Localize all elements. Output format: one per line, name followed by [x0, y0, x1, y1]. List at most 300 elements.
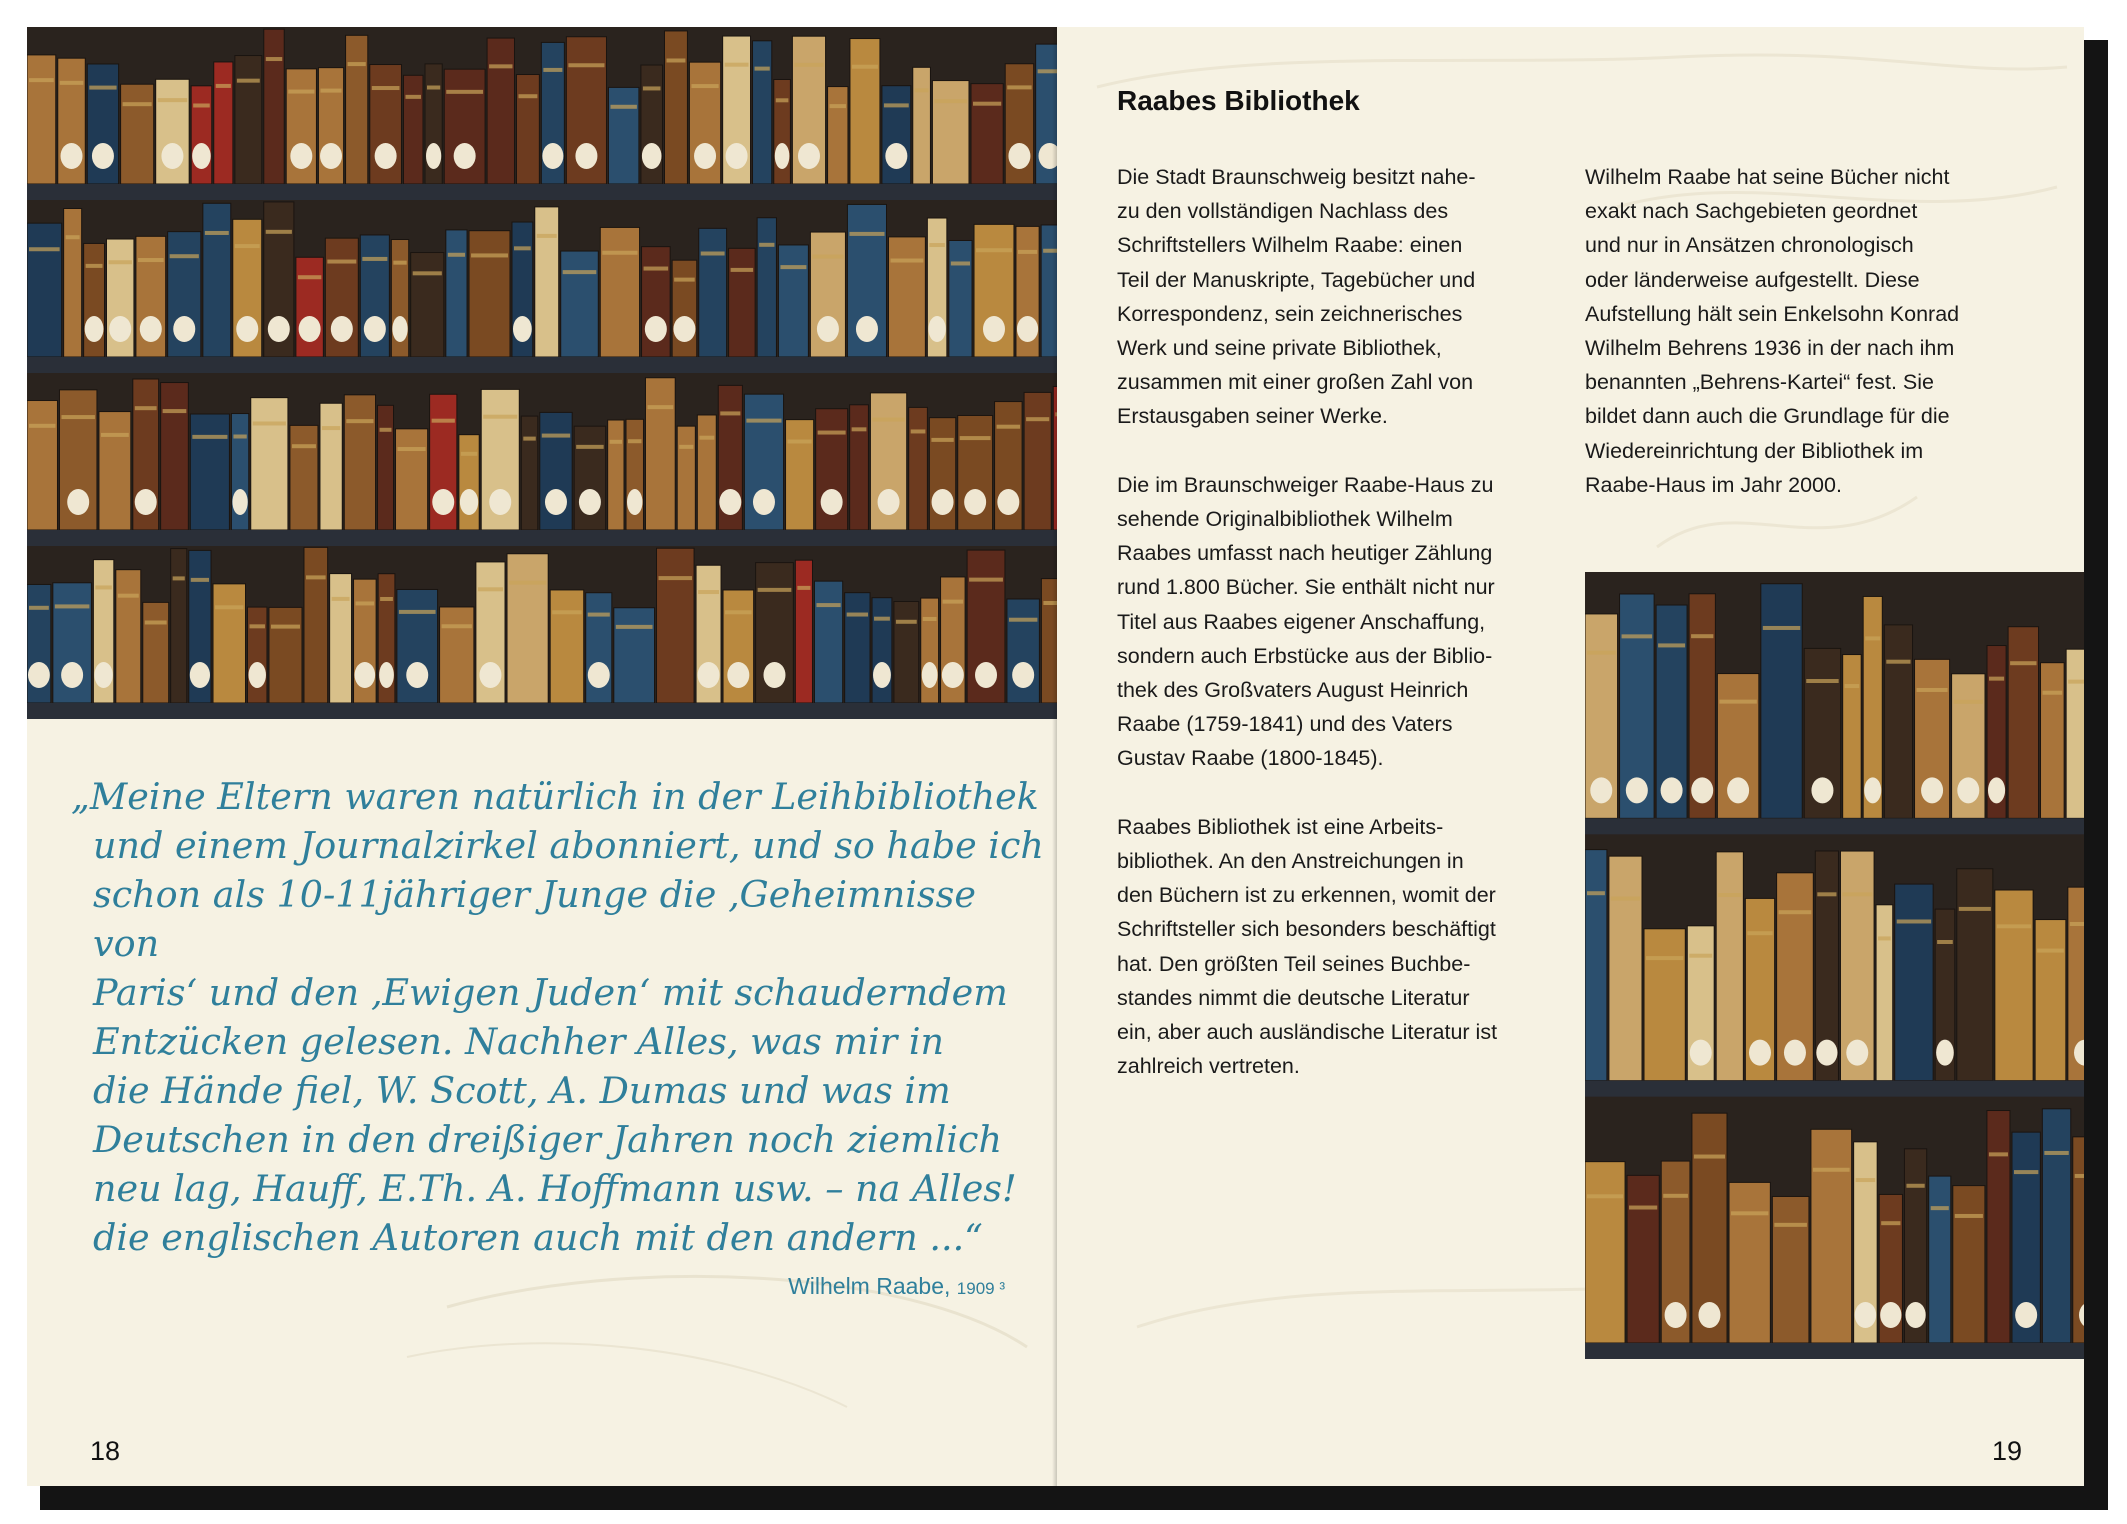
spine-label	[942, 662, 964, 688]
spine-band	[1897, 919, 1931, 923]
spine-band	[755, 67, 770, 71]
spine-band	[1865, 636, 1880, 640]
spine-band	[628, 439, 641, 443]
spine-label	[856, 316, 878, 342]
spine-band	[552, 610, 582, 614]
book-spine	[949, 240, 972, 357]
spine-band	[725, 610, 752, 614]
book-spine	[2035, 920, 2066, 1081]
spine-band	[95, 585, 111, 589]
spine-band	[145, 620, 167, 624]
book-spine	[264, 29, 284, 184]
spine-band	[691, 84, 718, 88]
spine-band	[929, 243, 944, 247]
book-spine	[1729, 1182, 1770, 1343]
spine-label	[1690, 1040, 1712, 1066]
spine-band	[29, 78, 54, 82]
spine-band	[66, 235, 80, 239]
bookshelf-photo-large	[27, 27, 1057, 719]
spine-label	[719, 489, 741, 515]
spine-band	[1959, 907, 1991, 911]
spine-band	[523, 437, 536, 441]
spine-band	[1906, 1184, 1924, 1188]
book-spine	[296, 257, 323, 357]
spine-band	[413, 271, 442, 275]
spine-band	[616, 625, 653, 629]
spine-label	[109, 316, 131, 342]
spine-label	[922, 662, 938, 688]
spine-label	[588, 662, 610, 688]
book-spine	[535, 207, 559, 357]
spine-band	[2014, 1170, 2038, 1174]
attribution-year: 1909 ³	[956, 1279, 1005, 1298]
spine-band	[934, 99, 967, 103]
spine-label	[1727, 777, 1749, 803]
book-spine	[290, 425, 318, 530]
book-spine	[99, 412, 131, 530]
spine-band	[746, 419, 781, 423]
spine-band	[163, 409, 187, 413]
spine-band	[266, 57, 282, 61]
spine-label	[932, 489, 954, 515]
spine-band	[647, 405, 673, 409]
spine-band	[442, 624, 472, 628]
spine-band	[976, 248, 1012, 252]
book-spine	[213, 584, 245, 703]
spine-band	[215, 605, 243, 609]
book-spine	[850, 39, 880, 184]
spine-band	[969, 578, 1003, 582]
spine-label	[1784, 1040, 1806, 1066]
spine-label	[983, 316, 1005, 342]
book-spine	[121, 84, 154, 184]
spine-band	[356, 601, 375, 605]
book-spine	[2041, 663, 2065, 819]
book-spine	[304, 547, 328, 703]
spine-band	[1018, 250, 1037, 254]
spine-label	[575, 143, 597, 169]
spine-band	[332, 597, 350, 601]
spine-label	[878, 489, 900, 515]
spine-band	[446, 90, 483, 94]
book-spine	[2066, 649, 2084, 818]
spine-label	[454, 143, 476, 169]
spine-label	[1749, 1040, 1771, 1066]
spine-band	[173, 576, 185, 580]
spine-band	[610, 105, 636, 109]
spine-band	[1747, 931, 1772, 935]
spine-band	[911, 429, 926, 433]
book-spine	[786, 420, 814, 530]
spine-label	[161, 143, 183, 169]
book-spine	[882, 86, 911, 184]
spine-label	[1590, 777, 1612, 803]
book-spine	[396, 429, 428, 530]
spine-label	[997, 489, 1019, 515]
spine-band	[348, 62, 366, 66]
spine-band	[537, 234, 557, 238]
book-spine	[608, 420, 624, 530]
spine-label	[479, 662, 501, 688]
book-spine	[888, 237, 925, 357]
spine-label	[1921, 777, 1943, 803]
spine-label	[545, 489, 567, 515]
spine-label	[236, 316, 258, 342]
spine-band	[816, 603, 840, 607]
spine-band	[298, 275, 321, 279]
shelf-board	[1585, 1081, 2084, 1097]
book-spine	[971, 84, 1003, 184]
shelf-board	[27, 184, 1057, 200]
spine-band	[666, 58, 685, 62]
spine-label	[192, 143, 211, 169]
book-spine	[344, 395, 375, 530]
book-spine	[913, 67, 931, 184]
spine-label	[763, 662, 785, 688]
book-spine	[411, 253, 444, 357]
spine-band	[659, 576, 693, 580]
spine-band	[478, 587, 503, 591]
spine-band	[852, 65, 878, 69]
spine-label	[406, 662, 428, 688]
spine-band	[1997, 924, 2031, 928]
spine-label	[299, 316, 321, 342]
spine-label	[1626, 777, 1648, 803]
spine-band	[698, 590, 719, 594]
spine-band	[461, 452, 477, 456]
book-spine	[171, 549, 187, 703]
spine-band	[118, 594, 139, 598]
book-spine	[2042, 1109, 2070, 1343]
spine-band	[193, 103, 210, 107]
spine-band	[951, 261, 970, 265]
spine-band	[253, 421, 286, 425]
book-spine	[203, 203, 231, 357]
spine-label	[460, 489, 478, 515]
book-spine	[1024, 392, 1051, 530]
raabe-quote: „Meine Eltern waren natürlich in der Leihbibliothek und einem Journalzirkel abonniert, und so habe ich schon als 10-11jähriger Junge die ‚Geheimnisse von Paris‘ und den ‚Ewigen Juden‘ mit schauderndem Entzücken gelesen. Nachher Alles, was mir in die Hände fiel, W. Scott, A. Dumas und was im Deutschen in den dreißiger Jahren noch ziemlich neu lag, Hauff, E.Th. A. Hoffmann usw. – na Alles! die englischen Autoren auch mit den andern ...“	[71, 775, 1044, 1259]
spine-band	[108, 260, 131, 264]
book-spine	[600, 227, 639, 357]
spine-label	[1846, 1040, 1868, 1066]
book-spine	[845, 593, 870, 703]
spine-band	[643, 86, 661, 90]
spine-band	[266, 230, 292, 234]
spine-band	[1629, 1206, 1657, 1210]
spine-band	[191, 578, 209, 582]
spine-band	[759, 243, 774, 247]
section-heading: Raabes Bibliothek	[1117, 85, 1360, 116]
spine-band	[588, 613, 610, 617]
spine-band	[170, 254, 199, 258]
book-spine	[190, 414, 229, 530]
spine-band	[1989, 1152, 2008, 1156]
spine-band	[884, 103, 909, 107]
book-spine	[1884, 625, 1912, 818]
spine-label	[1864, 777, 1881, 803]
spine-band	[997, 425, 1021, 429]
spine-band	[1763, 626, 1800, 630]
spine-label	[489, 489, 511, 515]
spine-band	[679, 445, 693, 449]
book-spine	[1995, 890, 2033, 1081]
book-spine	[251, 398, 288, 530]
spine-label	[426, 143, 441, 169]
spine-band	[393, 261, 406, 265]
book-spine	[1716, 852, 1743, 1081]
spine-band	[192, 435, 227, 439]
spine-band	[812, 255, 843, 259]
shelf-board	[27, 530, 1057, 546]
spine-band	[1026, 417, 1049, 421]
spine-label	[928, 316, 945, 342]
book-spine	[446, 230, 467, 357]
spine-label	[331, 316, 353, 342]
spine-band	[2070, 922, 2084, 926]
spine-band	[1845, 684, 1860, 688]
spine-band	[2068, 680, 2084, 684]
right-page	[1057, 27, 2084, 1486]
spine-band	[725, 63, 749, 67]
spine-band	[123, 102, 152, 106]
book-spine	[757, 218, 776, 357]
book-spine	[403, 75, 423, 184]
spine-label	[1811, 777, 1833, 803]
spine-band	[852, 427, 867, 431]
spine-band	[320, 89, 341, 93]
spine-band	[427, 86, 440, 90]
book-spine	[1627, 1175, 1659, 1343]
book-spine	[932, 81, 969, 184]
book-spine	[1987, 1111, 2010, 1343]
book-spine	[1761, 584, 1802, 819]
spine-label	[355, 662, 376, 688]
spine-band	[720, 411, 740, 415]
spine-band	[306, 575, 326, 579]
spine-band	[699, 436, 714, 440]
spine-label	[94, 662, 112, 688]
spine-label	[190, 662, 210, 688]
spine-label	[975, 662, 997, 688]
spine-band	[563, 270, 597, 274]
spine-band	[372, 86, 400, 90]
shelf-board	[27, 703, 1057, 719]
spine-band	[288, 90, 314, 94]
spine-band	[1955, 1214, 1983, 1218]
spine-band	[135, 406, 157, 410]
spine-label	[375, 143, 397, 169]
spine-band	[1007, 85, 1031, 89]
spine-band	[818, 431, 846, 435]
book-spine	[894, 602, 919, 703]
book-spine	[1953, 1186, 1985, 1343]
spine-band	[1587, 651, 1616, 655]
spine-label	[964, 489, 986, 515]
book-spine	[645, 378, 675, 530]
book-spine	[672, 260, 697, 357]
spine-band	[896, 620, 917, 624]
book-spine	[27, 55, 56, 184]
spine-band	[1587, 891, 1605, 895]
page-number-left: 18	[90, 1436, 121, 1466]
book-spine	[561, 251, 599, 357]
spine-band	[849, 232, 884, 236]
spine-band	[1878, 936, 1891, 940]
paragraph-originalbibliothek: Die im Braunschweiger Raabe-Haus zu sehende Originalbibliothek Wilhelm Raabes umfasst nach heutiger Zählung rund 1.800 Bücher. Sie enthält nicht nur Titel aus Raabes eigener Anschaffung, sondern auch Erbstücke aus der Biblio- thek des Großvaters August Heinrich Raabe (1759-1841) und des Vaters Gustav Raabe (1800-1845).	[1117, 472, 1495, 771]
spine-label	[1691, 777, 1713, 803]
spine-label	[726, 143, 748, 169]
spine-band	[1886, 660, 1910, 664]
spine-band	[797, 586, 810, 590]
spine-band	[448, 253, 465, 257]
shelf-board	[1585, 818, 2084, 834]
spine-band	[101, 433, 129, 437]
spine-band	[380, 597, 393, 601]
spine-label	[873, 662, 891, 688]
text-column-2	[1585, 160, 2065, 536]
spine-band	[576, 445, 603, 449]
book-spine	[235, 56, 262, 184]
spine-label	[579, 489, 601, 515]
spine-band	[233, 435, 246, 439]
book-spine	[27, 401, 57, 530]
shelf-board	[27, 357, 1057, 373]
spine-label	[1936, 1040, 1954, 1066]
spine-band	[29, 247, 60, 251]
spine-label	[61, 143, 83, 169]
spine-band	[2044, 1151, 2068, 1155]
book-spine	[1843, 655, 1862, 819]
spine-band	[1694, 1155, 1725, 1159]
book-spine	[1772, 1196, 1809, 1343]
book-spine	[214, 62, 233, 184]
spine-band	[509, 581, 546, 585]
quote-attribution	[788, 1273, 1005, 1300]
bookshelf-illustration	[27, 27, 1057, 719]
book-spine	[909, 407, 928, 530]
spine-band	[138, 258, 164, 262]
paragraph-aufstellung: Wilhelm Raabe hat seine Bücher nicht exakt nach Sachgebieten geordnet und nur in Ansätzen chronologisch oder länderweise aufgestellt. Diese Aufstellung hält sein Enkelsohn Konrad Wilhelm Behrens 1936 in der nach ihm benannten „Behrens-Kartei“ fest. Sie bildet dann auch die Grundlage für die Wiedereinrichtung der Bibliothek im Raabe-Haus im Jahr 2000.	[1585, 165, 1960, 497]
book-spine	[459, 435, 479, 530]
book-spine	[697, 415, 716, 530]
book-spine	[346, 35, 368, 184]
spine-label	[140, 316, 162, 342]
spine-band	[86, 264, 103, 268]
book-spine	[269, 607, 302, 703]
spine-label	[290, 143, 312, 169]
spine-band	[1989, 677, 2004, 681]
spine-label	[753, 489, 775, 515]
spine-band	[327, 260, 356, 264]
shelf-board	[1585, 1343, 2084, 1359]
spine-label	[885, 143, 907, 169]
book-spine	[330, 574, 352, 703]
spine-band	[380, 428, 392, 432]
spine-band	[830, 104, 846, 108]
spine-label	[821, 489, 843, 515]
spine-band	[518, 94, 537, 98]
spine-band	[890, 259, 923, 263]
book-spine	[521, 416, 538, 530]
spine-band	[29, 606, 49, 610]
spine-band	[1954, 700, 1983, 704]
spine-label	[173, 316, 195, 342]
spine-band	[1917, 688, 1948, 692]
book-spine	[550, 590, 584, 703]
spine-band	[205, 231, 229, 235]
spine-label	[694, 143, 716, 169]
spine-band	[1937, 940, 1953, 944]
spine-band	[292, 444, 316, 448]
book-spine	[814, 581, 842, 703]
book-spine	[828, 87, 848, 184]
spine-label	[1017, 316, 1038, 342]
book-spine	[1585, 850, 1607, 1081]
spine-label	[432, 489, 454, 515]
book-spine	[657, 548, 695, 703]
spine-band	[644, 267, 669, 271]
book-spine	[753, 41, 772, 184]
spine-label	[542, 143, 563, 169]
spine-label	[2015, 1302, 2037, 1328]
attribution-name: Wilhelm Raabe,	[788, 1273, 951, 1299]
spine-band	[543, 68, 562, 72]
spine-label	[1012, 662, 1034, 688]
spine-band	[780, 265, 806, 269]
spine-label	[135, 489, 157, 515]
spine-band	[1611, 897, 1640, 901]
spine-band	[398, 447, 426, 451]
spine-band	[399, 610, 436, 614]
spine-band	[2037, 949, 2064, 953]
spine-label	[627, 489, 642, 515]
spine-band	[610, 440, 622, 444]
spine-band	[960, 436, 991, 440]
spine-band	[1806, 679, 1838, 683]
spine-band	[1587, 1194, 1623, 1198]
spine-band	[1842, 892, 1872, 896]
spine-band	[1813, 1168, 1850, 1172]
book-spine	[1895, 884, 1933, 1081]
spine-band	[1622, 634, 1653, 638]
spine-band	[432, 419, 455, 423]
spine-label	[1816, 1040, 1837, 1066]
book-spine	[664, 31, 687, 184]
spine-band	[568, 63, 604, 67]
book-spine	[469, 231, 510, 357]
spine-band	[1718, 893, 1741, 897]
spine-band	[872, 418, 904, 422]
spine-band	[788, 439, 812, 443]
spine-label	[67, 489, 89, 515]
spine-band	[235, 244, 260, 248]
spine-label	[1905, 1302, 1925, 1328]
spine-band	[542, 434, 570, 438]
spine-band	[1719, 700, 1756, 704]
spine-band	[1691, 634, 1713, 638]
spine-label	[392, 316, 407, 342]
spine-label	[1008, 143, 1030, 169]
book-spine	[778, 245, 808, 357]
spine-band	[931, 438, 953, 442]
spine-band	[1779, 910, 1812, 914]
spine-band	[1817, 892, 1836, 896]
book-spine	[729, 248, 756, 357]
spine-label	[642, 143, 662, 169]
spine-label	[673, 316, 695, 342]
book-spine	[1957, 869, 1993, 1081]
spine-band	[1658, 643, 1685, 647]
